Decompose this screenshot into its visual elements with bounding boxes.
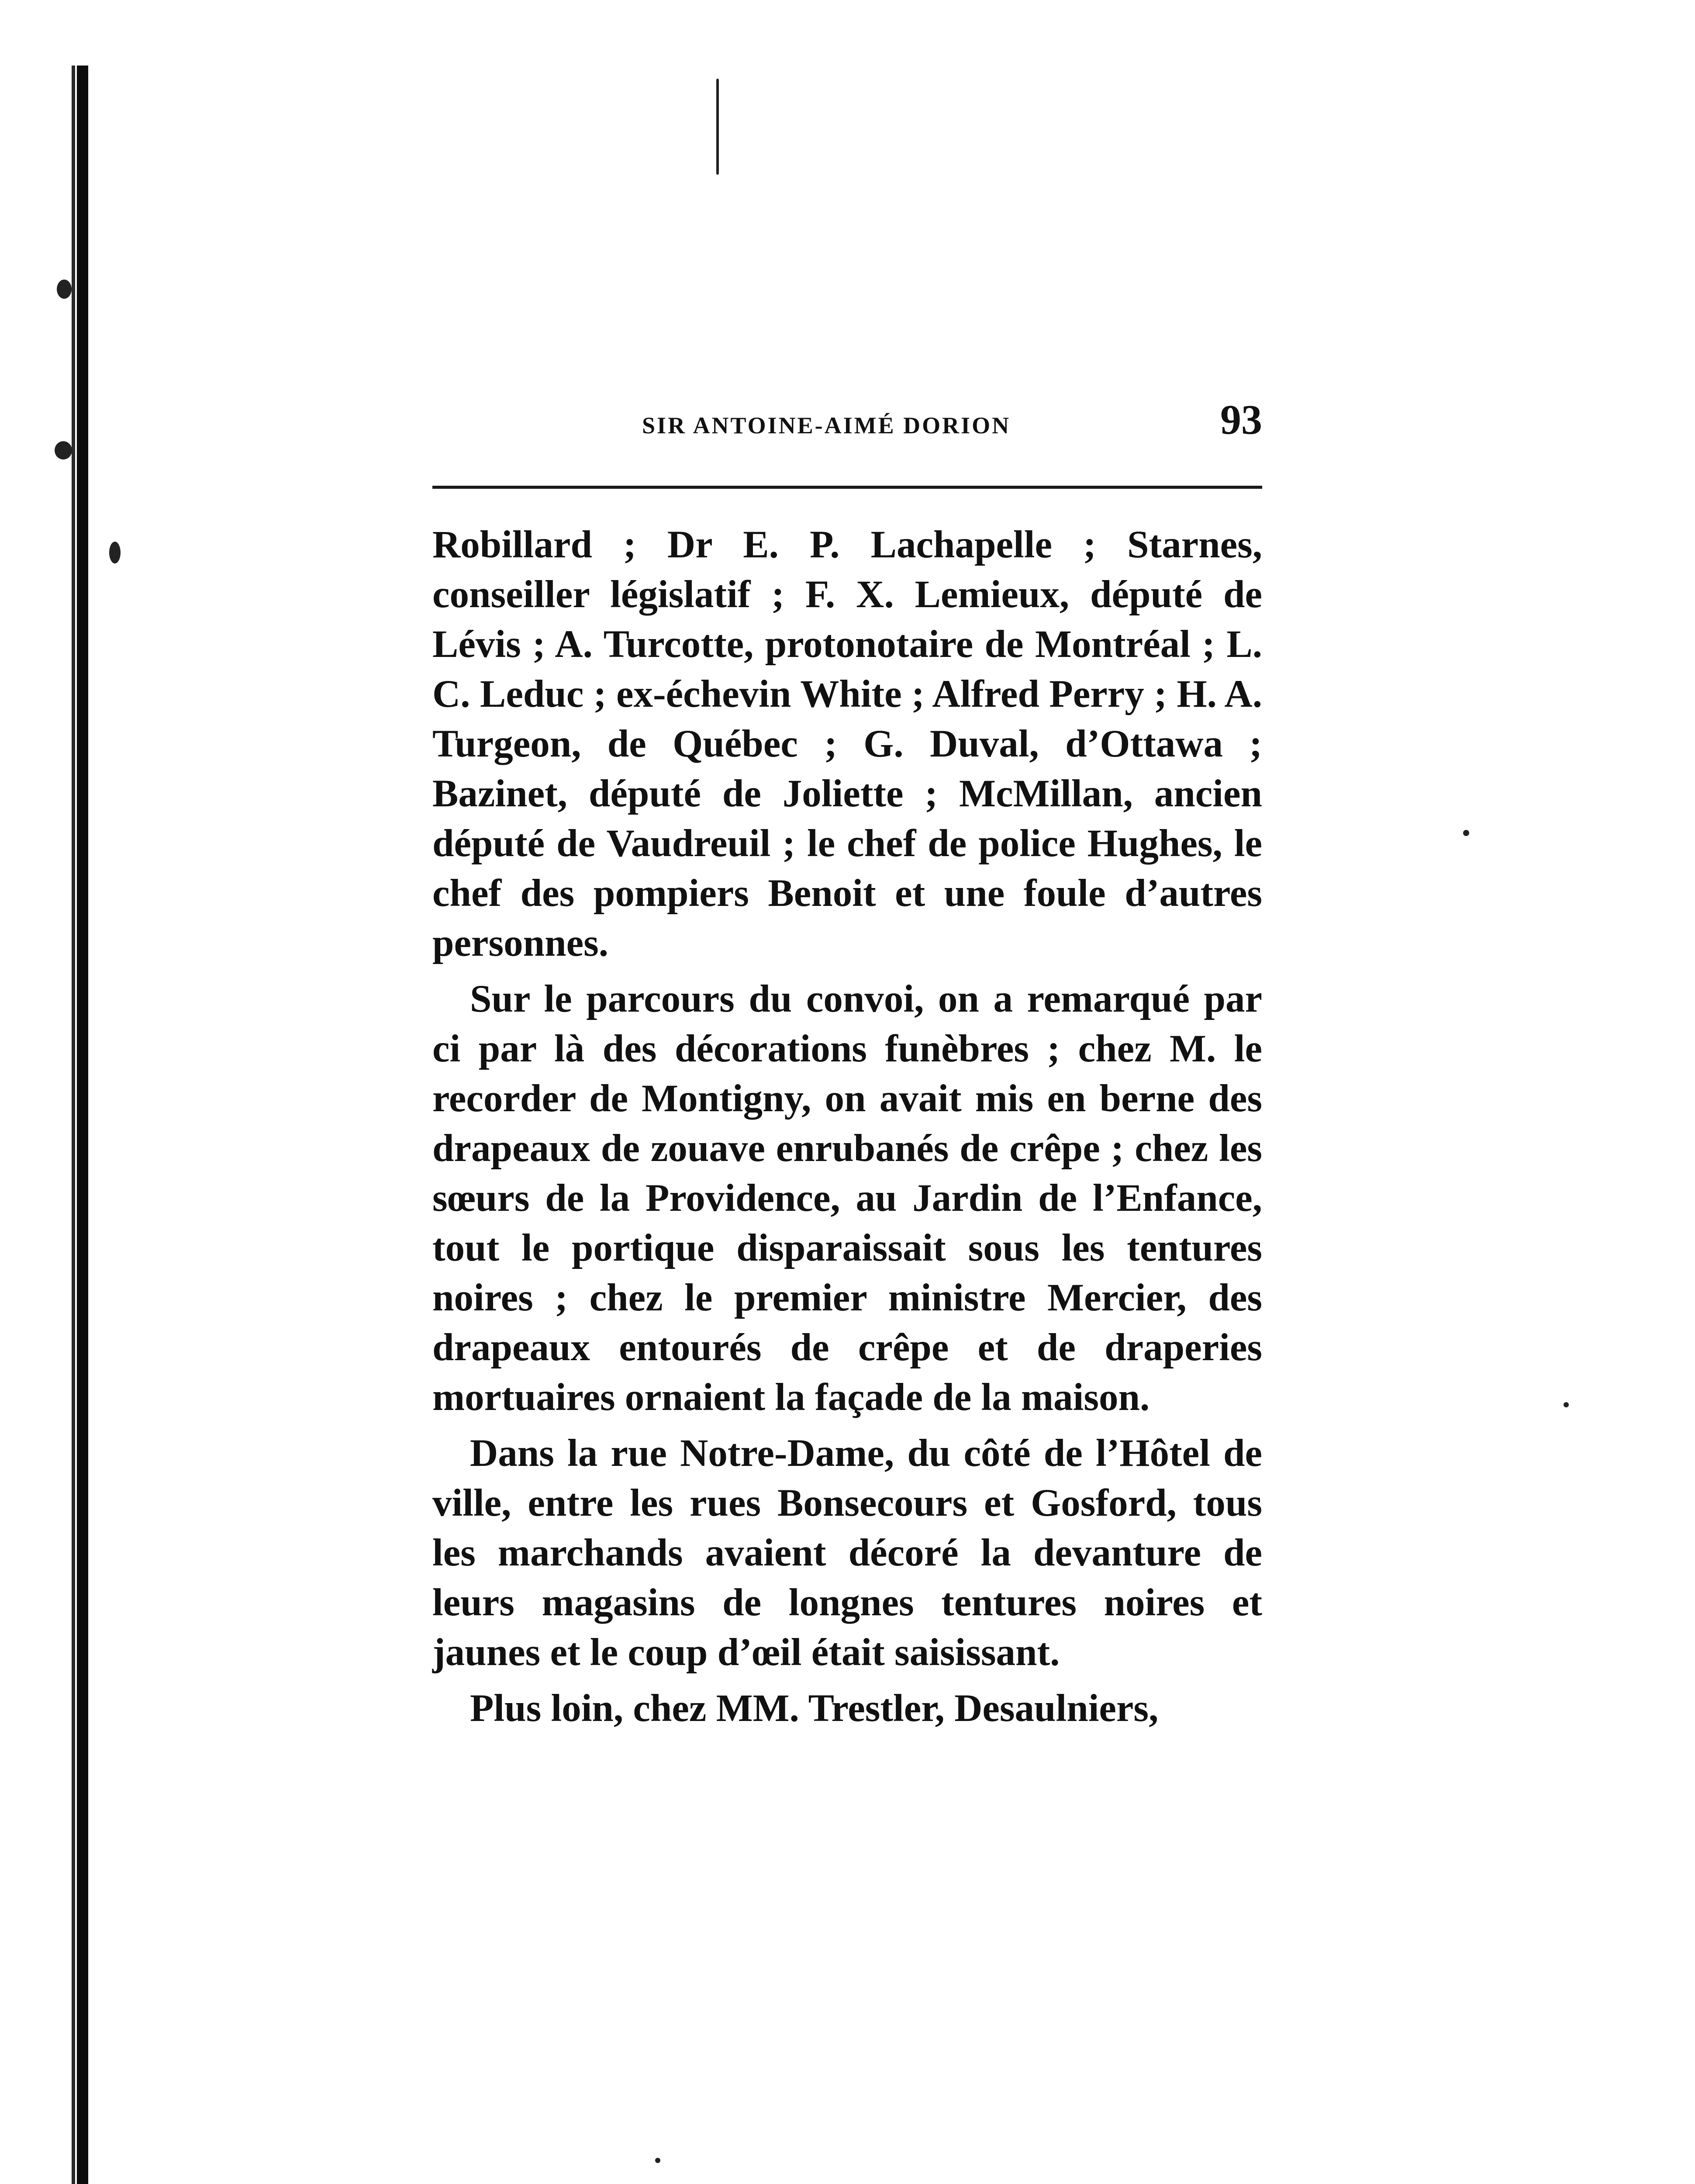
scan-speck (1564, 1402, 1569, 1407)
paragraph: Plus loin, chez MM. Trestler, Desaulniers, (470, 1687, 1159, 1730)
paragraph: Dans la rue Notre-Dame, du côté de l’Hôtel de ville, entre les rues Bonsecours et Gosford, tous les marchands avaient décoré la devanture de leurs magasins de longnes tentures noires et jaunes et le coup d’œil était saisissant. (432, 1432, 1262, 1674)
scan-speck (716, 79, 719, 175)
scan-speck (655, 2158, 660, 2163)
scan-speck (57, 280, 72, 299)
scan-speck (109, 542, 121, 563)
body-text (432, 520, 1262, 1739)
scan-speck (55, 441, 72, 460)
running-title: SIR ANTOINE-AIMÉ DORION (642, 412, 1011, 439)
paragraph: Sur le parcours du convoi, on a remarqué par ci par là des décorations funèbres ; chez M. le recorder de Montigny, on avait mis en berne des drapeaux de zouave enrubanés de crêpe ; chez les sœurs de la Providence, au Jardin de l’Enfance, tout le portique disparaissait sous les tentures noires ; chez le premier ministre Mercier, des drapeaux entourés de crêpe et de draperies mortuaires ornaient la façade de la maison. (432, 978, 1262, 1419)
header-rule (432, 486, 1262, 489)
paragraph: Robillard ; Dr E. P. Lachapelle ; Starnes, conseiller législatif ; F. X. Lemieux, député de Lévis ; A. Turcotte, protonotaire de Montréal ; L. C. Leduc ; ex-échevin White ; Alfred Perry ; H. A. Turgeon, de Québec ; G. Duval, d’Ottawa ; Bazinet, député de Joliette ; McMillan, ancien député de Vaudreuil ; le chef de police Hughes, le chef des pompiers Benoit et une foule d’autres personnes. (432, 523, 1262, 964)
page-binding-edge (77, 66, 88, 2184)
page-header (432, 395, 1262, 448)
page-binding-shadow (72, 66, 75, 2184)
scan-speck (1463, 830, 1469, 836)
page-number: 93 (1220, 396, 1262, 443)
